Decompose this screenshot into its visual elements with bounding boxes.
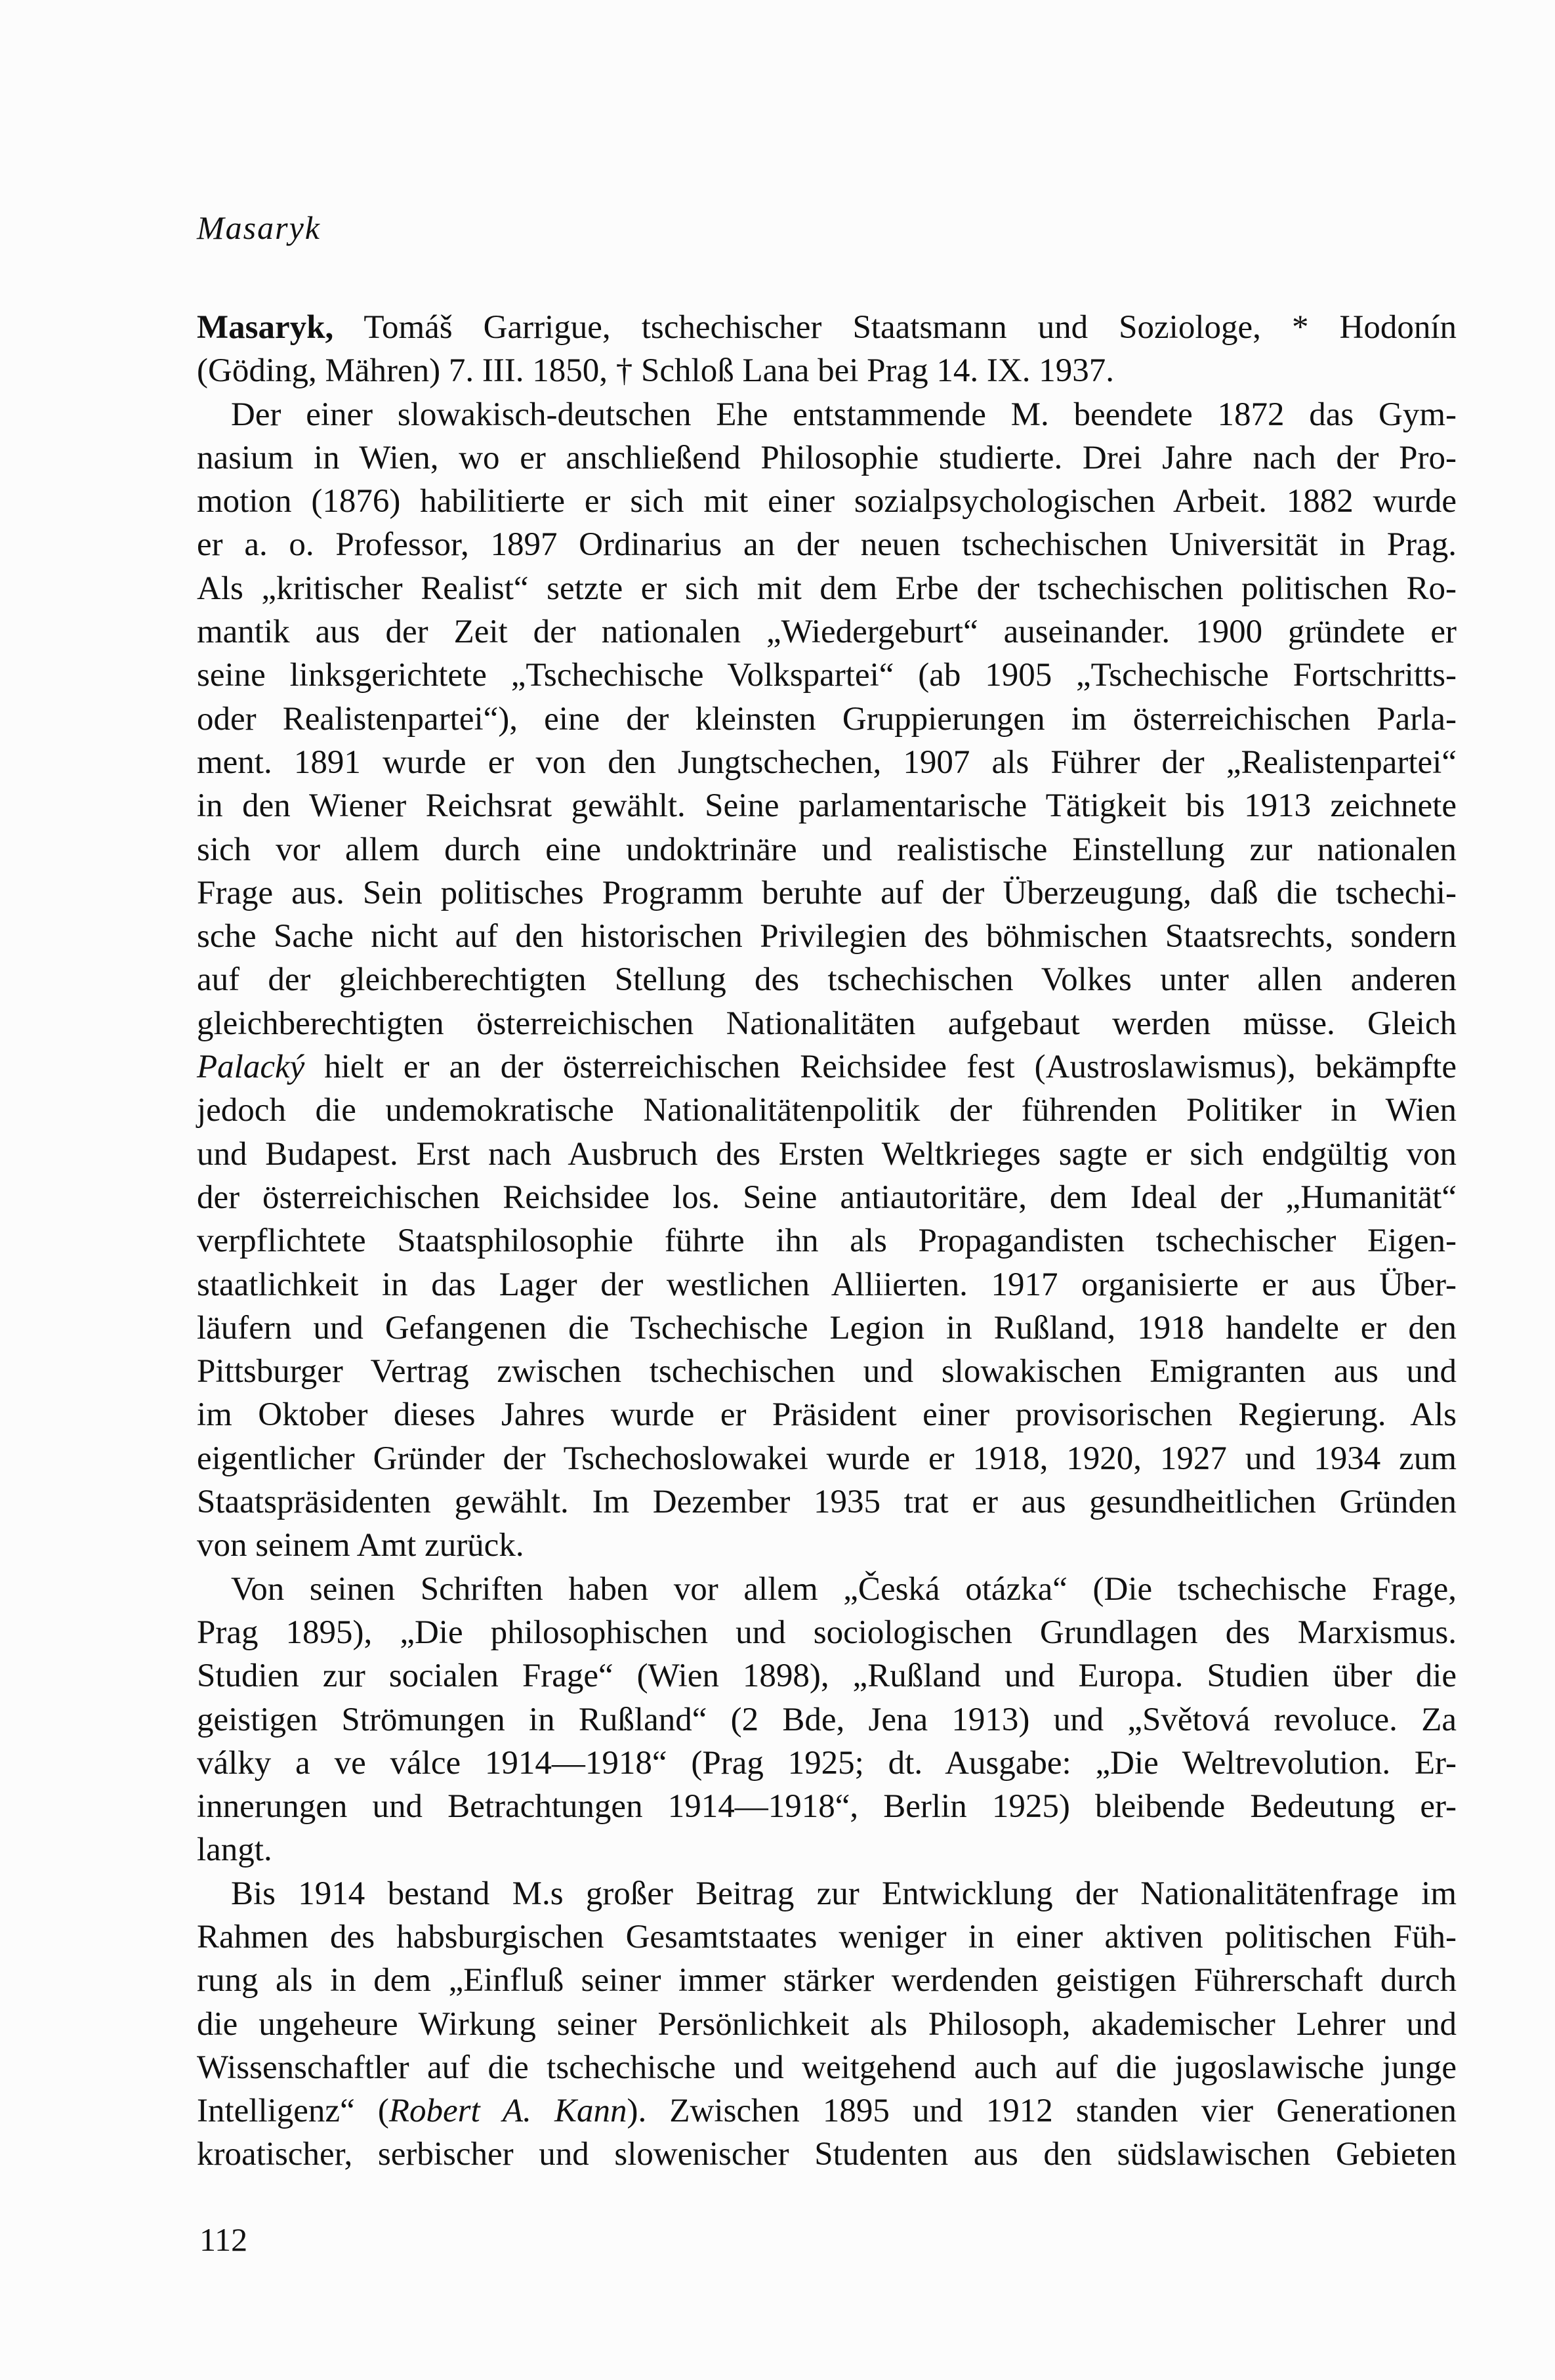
text-line: Frage aus. Sein politisches Programm beruhte auf der Überzeugung, daß die tschechi- (197, 874, 1457, 911)
text-line: der österreichischen Reichsidee los. Seine antiautoritäre, dem Ideal der „Humanität“ (197, 1179, 1457, 1216)
text-line: ment. 1891 wurde er von den Jungtschechen, 1907 als Führer der „Realistenpartei“ (197, 743, 1457, 781)
text-line: verpflichtete Staatsphilosophie führte ihn als Propagandisten tschechischer Eigen- (197, 1222, 1457, 1260)
text-line: války a ve válce 1914—1918“ (Prag 1925; dt. Ausgabe: „Die Weltrevolution. Er- (197, 1744, 1457, 1782)
text-line: Von seinen Schriften haben vor allem „Česká otázka“ (Die tschechische Frage, (231, 1570, 1457, 1608)
text-line: Pittsburger Vertrag zwischen tschechischen und slowakischen Emigranten aus und (197, 1353, 1457, 1390)
text-line (197, 1045, 1457, 1089)
citation-author: Robert A. Kann (388, 2093, 627, 2130)
text-line: auf der gleichberechtigten Stellung des tschechischen Volkes unter allen anderen (197, 961, 1457, 999)
text-line: Rahmen des habsburgischen Gesamtstaates weniger in einer aktiven politischen Füh- (197, 1918, 1457, 1955)
paragraph-biography (197, 393, 1457, 1568)
text-line: sche Sache nicht auf den historischen Privilegien des böhmischen Staatsrechts, sondern (197, 918, 1457, 955)
text-fragment: hielt er an der österreichischen Reichsidee fest (Austroslawismus), bekämpfte (304, 1049, 1457, 1086)
text-line: Studien zur socialen Frage“ (Wien 1898), „Rußland und Europa. Studien über die (197, 1658, 1457, 1695)
text-line: Der einer slowakisch-deutschen Ehe entstammende M. beendete 1872 das Gym- (231, 396, 1457, 433)
text-line: die ungeheure Wirkung seiner Persönlichkeit als Philosoph, akademischer Lehrer und (197, 2005, 1457, 2043)
text-line: Prag 1895), „Die philosophischen und sociologischen Grundlagen des Marxismus. (197, 1614, 1457, 1651)
text-line: Wissenschaftler auf die tschechische und weitgehend auch auf die jugoslawische junge (197, 2049, 1457, 2086)
page-number: 112 (199, 2221, 248, 2258)
article-body (197, 306, 1457, 2177)
text-line: langt. (197, 1831, 272, 1869)
text-line: und Budapest. Erst nach Ausbruch des Ersten Weltkrieges sagte er sich endgültig von (197, 1135, 1457, 1173)
text-line: nasium in Wien, wo er anschließend Philosophie studierte. Drei Jahre nach der Pro- (197, 439, 1457, 476)
text-line: sich vor allem durch eine undoktrinäre und realistische Einstellung zur nationalen (197, 831, 1457, 868)
text-line: von seinem Amt zurück. (197, 1527, 524, 1564)
text-fragment: Intelligenz“ ( (197, 2093, 389, 2130)
text-line: läufern und Gefangenen die Tschechische Legion in Rußland, 1918 handelte er den (197, 1309, 1457, 1347)
text-line (197, 2089, 1457, 2133)
text-fragment: ). Zwischen 1895 und 1912 standen vier Generationen (627, 2093, 1457, 2130)
text-line: oder Realistenpartei“), eine der kleinsten Gruppierungen im österreichischen Parla- (197, 700, 1457, 738)
running-head: Masaryk (197, 209, 321, 246)
text-line: Staatspräsidenten gewählt. Im Dezember 1935 trat er aus gesundheitlichen Gründen (197, 1484, 1457, 1521)
entry-lemma: Masaryk, (197, 309, 334, 346)
text-line: er a. o. Professor, 1897 Ordinarius an der neuen tschechischen Universität in Prag. (197, 526, 1457, 564)
text-line: Als „kritischer Realist“ setzte er sich mit dem Erbe der tschechischen politischen Ro- (197, 570, 1457, 607)
text-line: gleichberechtigten österreichischen Nationalitäten aufgebaut werden müsse. Gleich (197, 1005, 1457, 1042)
text-line: mantik aus der Zeit der nationalen „Wiedergeburt“ auseinander. 1900 gründete er (197, 614, 1457, 651)
text-line: im Oktober dieses Jahres wurde er Präsident einer provisorischen Regierung. Als (197, 1396, 1457, 1434)
person-reference-palacky: Palacký (197, 1049, 305, 1086)
entry-heading-line: (Göding, Mähren) 7. III. 1850, † Schloß Lana bei Prag 14. IX. 1937. (197, 352, 1114, 390)
text-line: motion (1876) habilitierte er sich mit einer sozialpsychologischen Arbeit. 1882 wurde (197, 483, 1457, 520)
paragraph-influence (197, 1872, 1457, 2177)
entry-heading-line (197, 306, 1457, 349)
text-line: geistigen Strömungen in Rußland“ (2 Bde, Jena 1913) und „Světová revoluce. Za (197, 1701, 1457, 1738)
entry-heading-text: Tomáš Garrigue, tschechischer Staatsmann und Soziologe, * Hodonín (333, 309, 1457, 346)
text-line: rung als in dem „Einfluß seiner immer stärker werdenden geistigen Führerschaft durch (197, 1962, 1457, 1999)
text-line: innerungen und Betrachtungen 1914—1918“, Berlin 1925) bleibende Bedeutung er- (197, 1788, 1457, 1826)
text-line: jedoch die undemokratische Nationalitätenpolitik der führenden Politiker in Wien (197, 1092, 1457, 1129)
text-line: in den Wiener Reichsrat gewählt. Seine parlamentarische Tätigkeit bis 1913 zeichnete (197, 787, 1457, 825)
text-line: staatlichkeit in das Lager der westlichen Alliierten. 1917 organisierte er aus Über- (197, 1266, 1457, 1303)
text-line: seine linksgerichtete „Tschechische Volkspartei“ (ab 1905 „Tschechische Fortschritts- (197, 657, 1457, 694)
text-line: eigentlicher Gründer der Tschechoslowakei wurde er 1918, 1920, 1927 und 1934 zum (197, 1440, 1457, 1477)
text-line: Bis 1914 bestand M.s großer Beitrag zur Entwicklung der Nationalitätenfrage im (231, 1875, 1457, 1912)
paragraph-writings (197, 1568, 1457, 1872)
text-line: kroatischer, serbischer und slowenischer Studenten aus den südslawischen Gebieten (197, 2136, 1457, 2173)
